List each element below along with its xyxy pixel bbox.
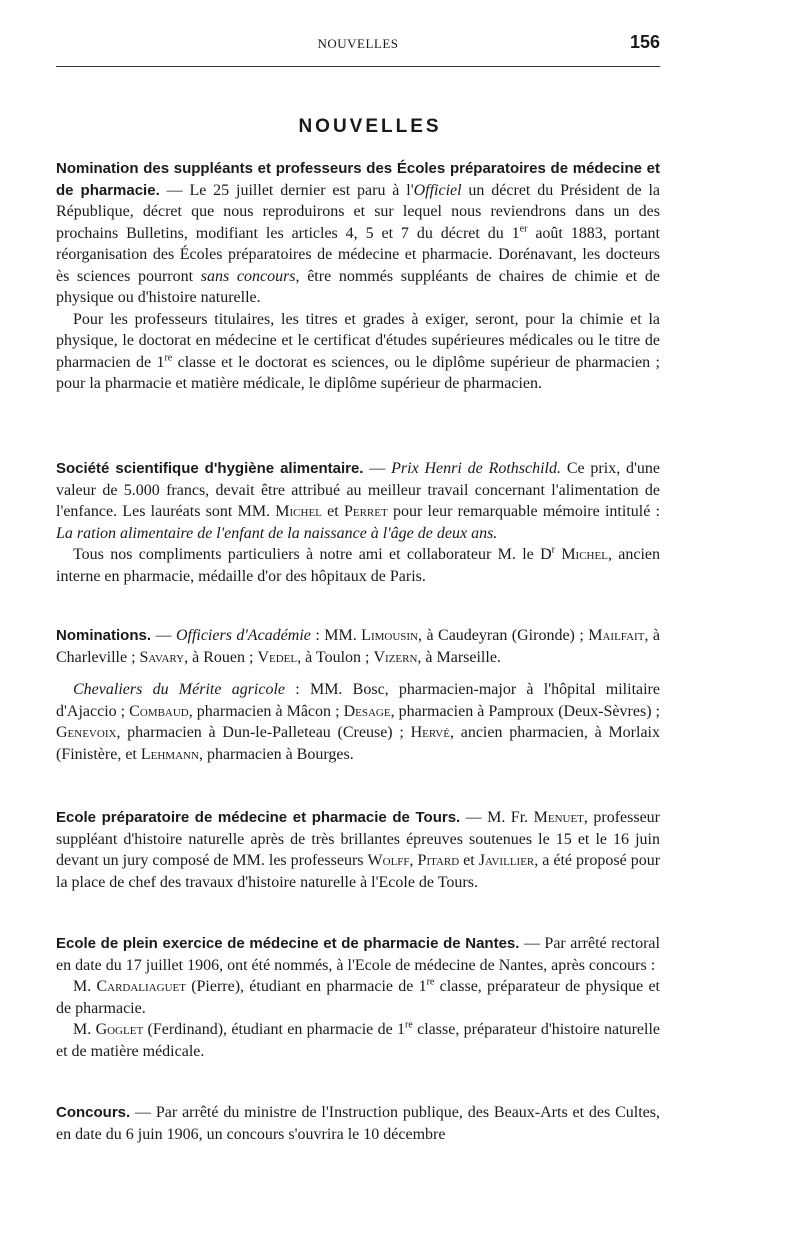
person-name: Savary	[139, 648, 185, 666]
italic-text: Chevaliers du Mérite agricole	[73, 681, 286, 698]
text: — Par arrêté du ministre de l'Instruction publique, des Beaux-Arts et des Cultes, en date du 6 juin 1906, un concours s'ouvrira le 10 décembre	[56, 1104, 660, 1143]
text: classe, préparateur d'histoire naturelle et de matière médicale.	[56, 1021, 660, 1060]
paragraph	[56, 458, 660, 544]
superscript: re	[426, 976, 435, 988]
text: , ancien pharmacien, à Morlaix (Finistère, et	[56, 724, 660, 763]
text: —	[151, 627, 176, 644]
person-name: Hervé	[410, 724, 450, 741]
text: un décret du Président de la République, décret que nous reproduirons et sur lequel nous reviendrons dans un des prochains Bulletins, modifiant les articles 4, 5 et 7 du décret du 1	[56, 181, 660, 242]
text: —	[363, 460, 392, 477]
text: , professeur suppléant d'histoire naturelle après de très brillantes épreuves soutenues le 15 et le 16 juin devant un jury composé de MM. les professeurs	[56, 809, 661, 869]
text: : MM. Bosc, pharmacien-major à l'hôpital militaire d'Ajaccio ;	[56, 681, 660, 720]
text: M.	[73, 1021, 96, 1038]
text: Ce prix, d'une valeur de 5.000 francs, devait être attribué au meilleur travail concernant l'alimentation de l'enfance. Les lauréats sont MM.	[56, 460, 661, 520]
paragraph	[56, 1019, 660, 1062]
section-ecole-tours	[56, 807, 660, 893]
paragraph	[56, 1102, 660, 1145]
paragraph	[56, 976, 660, 1019]
header-rule	[56, 66, 660, 67]
text: et	[321, 503, 344, 520]
paragraph	[56, 158, 660, 309]
section-nominations	[56, 625, 660, 765]
text: Pour les professeurs titulaires, les titres et grades à exiger, seront, pour la chimie et la physique, le doctorat en médecine et le certificat d'études supérieures médicales ou le titre de pharmacien de 1	[56, 310, 660, 371]
text: : MM.	[310, 627, 362, 644]
person-name: Javillier	[478, 852, 535, 869]
section-heading: Société scientifique d'hygiène alimentaire.	[56, 460, 364, 477]
section-nomination-suppleants	[56, 158, 660, 395]
person-name: Pitard	[417, 852, 460, 869]
text: , a été proposé pour la place de chef des travaux d'histoire naturelle à l'Ecole de Tours.	[56, 852, 661, 891]
superscript: r	[551, 544, 555, 556]
text: , à Marseille.	[417, 648, 501, 666]
text: classe, préparateur de physique et de pharmacie.	[56, 978, 660, 1017]
paragraph	[56, 807, 660, 893]
paragraph	[56, 309, 660, 395]
person-name: Limousin	[361, 627, 419, 644]
superscript: er	[519, 223, 528, 235]
person-name: Cardaliaguet	[96, 978, 186, 995]
text: août 1883, portant réorganisation des Écoles préparatoires de médecine et pharmacie. Dorénavant, les docteurs ès sciences pourront	[56, 224, 660, 285]
text: (Pierre), étudiant en pharmacie de 1	[185, 978, 427, 995]
page-number: 156	[629, 32, 660, 52]
section-societe-hygiene	[56, 458, 660, 587]
text: — Le 25 juillet dernier est paru à l'	[159, 181, 414, 199]
text: , à Charleville ;	[56, 627, 660, 666]
text: , pharmacien à Dun-le-Palleteau (Creuse) ;	[116, 724, 411, 741]
italic-text: Officiers d'Académie	[175, 627, 311, 644]
paragraph	[56, 933, 660, 976]
superscript: re	[164, 352, 173, 364]
italic-text: La ration alimentaire de l'enfant de la naissance à l'âge de deux ans.	[56, 524, 498, 542]
superscript: re	[405, 1019, 413, 1031]
person-name: Vizern	[373, 648, 418, 666]
text: , à Rouen ;	[184, 648, 258, 666]
italic-text: Officiel	[413, 181, 462, 199]
text: , pharmacien à Bourges.	[198, 745, 354, 763]
person-name: Lehmann	[140, 745, 199, 763]
person-name: Desage	[343, 702, 391, 720]
person-name: Genevoix	[56, 724, 117, 741]
person-name: Menuet	[533, 809, 584, 826]
person-name: Combaud	[129, 702, 189, 720]
text: , pharmacien à Mâcon ;	[188, 702, 344, 720]
text: , pharmacien à Pamproux (Deux-Sèvres) ;	[390, 702, 661, 720]
person-name: Perret	[343, 503, 388, 520]
text: , à Caudeyran (Gironde) ;	[418, 627, 589, 644]
text: pour leur remarquable mémoire intitulé :	[387, 503, 661, 520]
paragraph	[56, 544, 660, 587]
text: classe et le doctorat es sciences, ou le diplôme supérieur de pharmacien ; pour la pharmacie et matière médicale, le diplôme supérieur de pharmacien.	[56, 353, 660, 392]
person-name: Goglet	[95, 1021, 144, 1038]
section-concours	[56, 1102, 660, 1145]
section-heading: Ecole de plein exercice de médecine et de pharmacie de Nantes.	[56, 935, 520, 952]
section-heading: Ecole préparatoire de médecine et pharmacie de Tours.	[56, 809, 461, 826]
text: , à Toulon ;	[297, 648, 374, 666]
section-heading: Nomination des suppléants et professeurs des Écoles préparatoires de médecine et de pharmacie.	[56, 160, 660, 199]
text: et	[459, 852, 479, 869]
person-name: Mailfait	[588, 627, 645, 644]
text: ,	[409, 852, 418, 869]
text: M.	[73, 978, 97, 995]
person-name: Wolff	[367, 852, 410, 869]
text: — M. Fr.	[460, 809, 534, 826]
paragraph	[56, 625, 660, 668]
page-title: NOUVELLES	[298, 116, 442, 137]
paragraph	[56, 679, 660, 765]
text: — Par arrêté rectoral en date du 17 juillet 1906, ont été nommés, à l'Ecole de médecine de Nantes, après concours :	[56, 935, 660, 974]
section-ecole-nantes	[56, 933, 660, 1062]
running-title: NOUVELLES	[317, 36, 399, 51]
text: , ancien interne en pharmacie, médaille d'or des hôpitaux de Paris.	[56, 546, 661, 585]
text: Tous nos compliments particuliers à notre ami et collaborateur M. le D	[73, 546, 552, 563]
italic-text: Prix Henri de Rothschild.	[391, 460, 562, 477]
person-name: Michel	[275, 503, 322, 520]
running-head	[56, 34, 660, 56]
text: , être nommés suppléants de chaires de chimie et de physique ou d'histoire naturelle.	[56, 267, 661, 306]
person-name: Michel	[554, 546, 608, 563]
italic-text: sans concours	[200, 267, 296, 285]
person-name: Vedel	[257, 648, 298, 666]
text: (Ferdinand), étudiant en pharmacie de 1	[143, 1021, 406, 1038]
section-heading: Concours.	[56, 1104, 131, 1121]
section-heading: Nominations.	[56, 627, 152, 644]
